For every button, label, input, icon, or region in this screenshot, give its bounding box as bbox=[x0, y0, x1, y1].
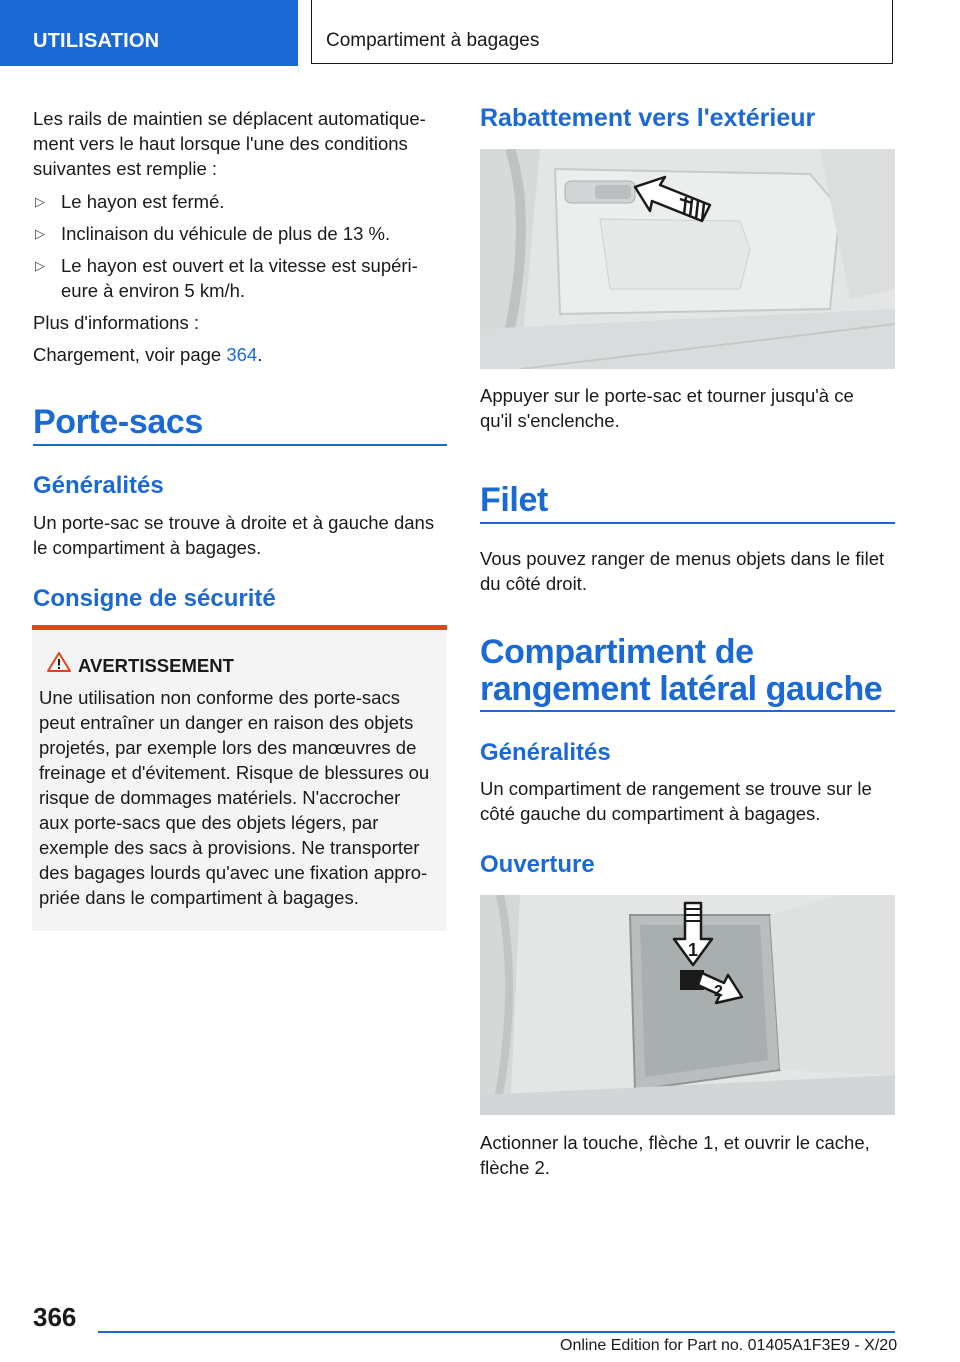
bullet-3-line-2: eure à environ 5 km/h. bbox=[61, 280, 246, 301]
more-info-label: Plus d'informations : bbox=[33, 312, 199, 333]
generalites-line-1: Un porte-sac se trouve à droite et à gauche dans bbox=[33, 512, 435, 533]
compartiment-gen-line-2: côté gauche du compartiment à bagages. bbox=[480, 803, 821, 824]
page-link[interactable]: 364 bbox=[226, 344, 258, 365]
warning-line: aux porte-sacs que des objets légers, par bbox=[39, 812, 379, 833]
warning-line: Une utilisation non conforme des porte-sacs bbox=[39, 687, 400, 708]
ouverture-caption-2: flèche 2. bbox=[480, 1157, 550, 1178]
bullet-3-line-1: Le hayon est ouvert et la vitesse est supéri- bbox=[61, 255, 418, 276]
warning-line: risque de dommages matériels. N'accrocher bbox=[39, 787, 401, 808]
footer-rule bbox=[98, 1331, 895, 1333]
generalites-line-2: le compartiment à bagages. bbox=[33, 537, 262, 558]
warning-line: priée dans le compartiment à bagages. bbox=[39, 887, 359, 908]
warning-line: freinage et d'évitement. Risque de blessures ou bbox=[39, 762, 430, 783]
filet-line-1: Vous pouvez ranger de menus objets dans le filet bbox=[480, 548, 885, 569]
page-title: Compartiment à bagages bbox=[326, 30, 540, 51]
heading-compartiment-1: Compartiment de bbox=[480, 633, 754, 671]
heading-generalites: Généralités bbox=[33, 472, 164, 499]
heading-rule bbox=[33, 444, 447, 446]
warning-line: des bagages lourds qu'avec une fixation appro- bbox=[39, 862, 428, 883]
page-number: 366 bbox=[33, 1302, 77, 1332]
warning-triangle-icon bbox=[46, 651, 72, 673]
intro-line-1: Les rails de maintien se déplacent automatique- bbox=[33, 108, 426, 129]
warning-line: exemple des sacs à provisions. Ne transporter bbox=[39, 837, 420, 858]
bag-hook-illustration bbox=[480, 149, 895, 369]
footer-edition: Online Edition for Part no. 01405A1F3E9 - X/20 bbox=[560, 1337, 898, 1354]
bullet-1: Le hayon est fermé. bbox=[61, 191, 225, 212]
arrow-label-1: 1 bbox=[688, 940, 699, 960]
bullet-triangle-icon: ▷ bbox=[35, 194, 45, 209]
bullet-triangle-icon: ▷ bbox=[35, 258, 45, 273]
warning-title: AVERTISSEMENT bbox=[78, 655, 234, 676]
heading-filet: Filet bbox=[480, 481, 548, 519]
section-title: UTILISATION bbox=[33, 30, 160, 52]
bullet-2: Inclinaison du véhicule de plus de 13 %. bbox=[61, 223, 391, 244]
filet-line-2: du côté droit. bbox=[480, 573, 587, 594]
page-title-box bbox=[311, 0, 893, 64]
heading-generalites-right: Généralités bbox=[480, 739, 611, 766]
warning-line: peut entraîner un danger en raison des objets bbox=[39, 712, 414, 733]
section-tab bbox=[0, 0, 298, 66]
rabattement-caption-1: Appuyer sur le porte-sac et tourner jusqu'à ce bbox=[480, 385, 854, 406]
intro-line-2: ment vers le haut lorsque l'une des conditions bbox=[33, 133, 408, 154]
bullet-triangle-icon: ▷ bbox=[35, 226, 45, 241]
rabattement-caption-2: qu'il s'enclenche. bbox=[480, 410, 620, 431]
warning-bar bbox=[32, 625, 447, 630]
ouverture-caption-1: Actionner la touche, flèche 1, et ouvrir le cache, bbox=[480, 1132, 870, 1153]
heading-rule bbox=[480, 710, 895, 712]
load-reference: Chargement, voir page 364. bbox=[33, 344, 263, 365]
intro-line-3: suivantes est remplie : bbox=[33, 158, 218, 179]
heading-ouverture: Ouverture bbox=[480, 851, 595, 878]
heading-porte-sacs: Porte-sacs bbox=[33, 403, 203, 441]
arrow-label-2: 2 bbox=[714, 983, 723, 1000]
heading-consigne: Consigne de sécurité bbox=[33, 585, 276, 612]
storage-compartment-illustration bbox=[480, 895, 895, 1115]
heading-compartiment-2: rangement latéral gauche bbox=[480, 670, 883, 708]
warning-box bbox=[32, 625, 447, 931]
heading-rabattement: Rabattement vers l'extérieur bbox=[480, 104, 816, 132]
compartiment-gen-line-1: Un compartiment de rangement se trouve sur le bbox=[480, 778, 872, 799]
warning-line: projetés, par exemple lors des manœuvres de bbox=[39, 737, 417, 758]
heading-rule bbox=[480, 522, 895, 524]
